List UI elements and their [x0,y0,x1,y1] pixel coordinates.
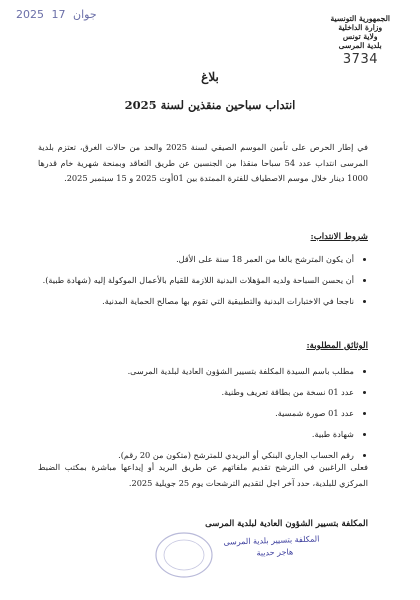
list-item: • رقم الحساب الجاري البنكي أو البريدي للمترشح (متكون من 20 رقم). [38,448,354,463]
documents-list [38,364,368,469]
conditions-heading: شروط الانتداب: [310,232,368,242]
page-subtitle: انتداب سباحين منقذين لسنة 2025 [124,98,296,112]
list-item: • مطلب باسم السيدة المكلفة بتسيير الشؤون العادية لبلدية المرسى. [38,364,354,379]
closing-paragraph: فعلى الراغبين في الترشح تقديم ملفاتهم عن طريق البريد أو إيداعها مباشرة بمكتب الضبط المركزي للبلدية، حدد آخر اجل لتقديم الترشحات يوم 25 جويلية 2025. [38,462,368,488]
list-item: • أن يحسن السباحة ولديه المؤهلات البدنية اللازمة للقيام بالأعمال الموكولة إليه (شهادة طبية). [38,273,354,288]
stamp-line: المكلفة بتسيير بلدية المرسى [223,534,320,547]
page-title: بلاغ [201,70,219,84]
list-item: • عدد 01 صورة شمسية. [38,406,354,421]
official-seal-icon [153,530,215,580]
documents-heading: الوثائق المطلوبة: [306,341,368,351]
stamp-line: هاجر حديبة [256,547,294,558]
reference-number: 3734 [342,52,378,67]
signature-stamp [223,533,321,582]
conditions-list [38,252,368,315]
date-stamp-year: 2025 [16,8,44,21]
date-stamp-day: 17 [51,8,66,21]
letterhead [330,14,390,50]
list-item: • أن يكون المترشح بالغا من العمر 18 سنة على الأقل. [38,252,354,267]
signature-title: المكلفة بتسيير الشؤون العادية لبلدية المرسى [205,519,368,529]
list-item: • ناجحا في الاختبارات البدنية والتطبيقية التي تقوم بها مصالح الحماية المدنية. [38,294,354,309]
letterhead-line: ولاية تونس [342,32,378,41]
date-stamp-month: جوان [73,8,97,21]
list-item: • شهادة طبية. [38,427,354,442]
letterhead-line: الجمهورية التونسية [330,14,390,23]
intro-paragraph: في إطار الحرص على تأمين الموسم الصيفي لسنة 2025 والحد من حالات الغرق، تعتزم بلدية المرسى انتداب عدد 54 سباحا منقذا من الجنسين عن طريق التعاقد وبمنحة شهرية خام قدرها 1000 دينار خلال موسم الاصطياف للفترة الممتدة بين 01أوت 2025 و 15 سبتمبر 2025. [38,142,368,183]
letterhead-line: وزارة الداخلية [338,23,383,32]
list-item: • عدد 01 نسخة من بطاقة تعريف وطنية. [38,385,354,400]
letterhead-line: بلدية المرسى [338,41,382,50]
date-stamp [16,8,101,21]
